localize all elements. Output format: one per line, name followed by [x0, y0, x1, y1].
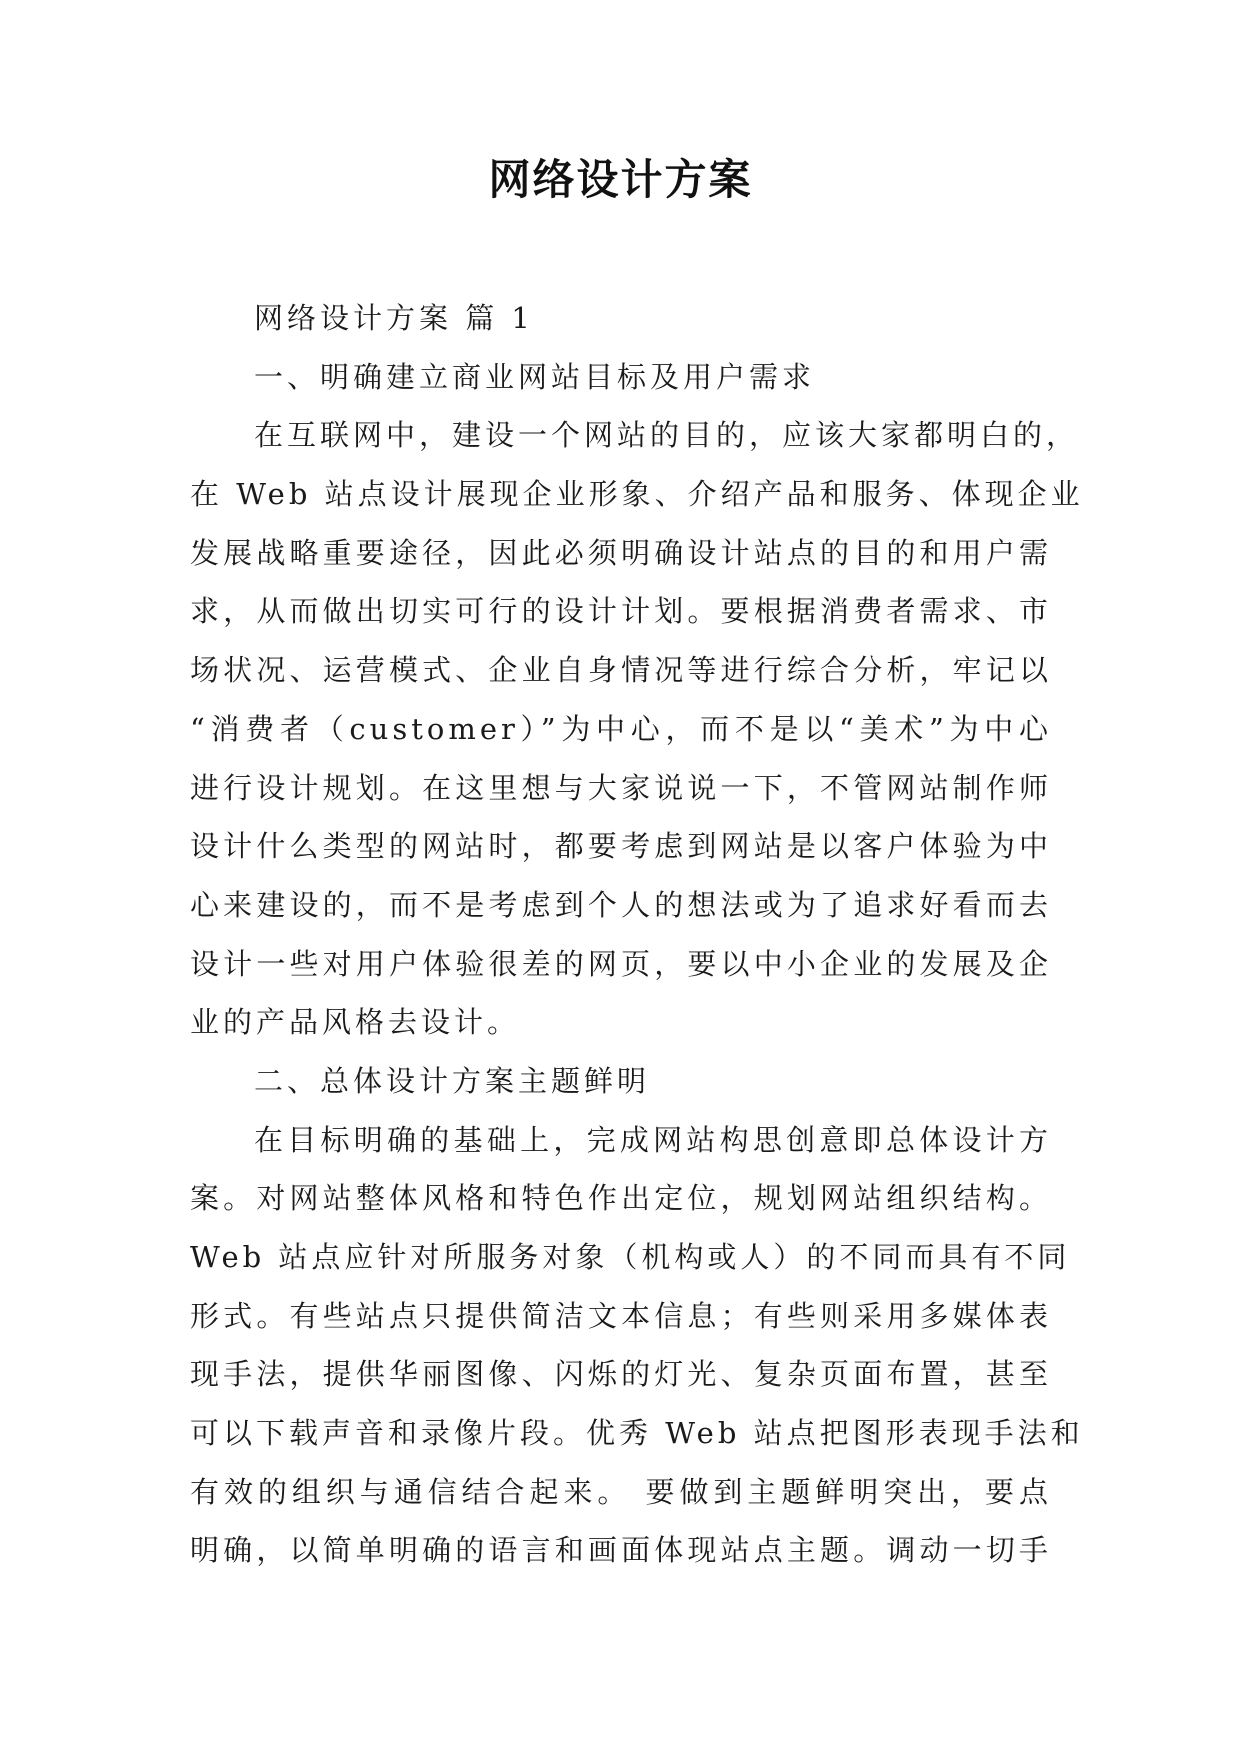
document-title: 网络设计方案: [488, 155, 753, 204]
paragraph-line: 场状况、运营模式、企业自身情况等进行综合分析，牢记以: [190, 653, 1052, 688]
paragraph-line: 可以下载声音和录像片段。优秀 Web 站点把图形表现手法和: [190, 1416, 1084, 1451]
paragraph-line: 在互联网中，建设一个网站的目的，应该大家都明白的，: [254, 418, 1080, 453]
paragraph-line: 现手法，提供华丽图像、闪烁的灯光、复杂页面布置，甚至: [190, 1357, 1052, 1392]
paragraph-line: 案。对网站整体风格和特色作出定位，规划网站组织结构。: [190, 1181, 1052, 1216]
paragraph-line: “消费者（customer）”为中心，而不是以“美术”为中心: [190, 711, 1052, 746]
paragraph-line: Web 站点应针对所服务对象（机构或人）的不同而具有不同: [190, 1240, 1071, 1274]
paragraph-line: 在目标明确的基础上，完成网站构思创意即总体设计方: [254, 1122, 1052, 1157]
paragraph-line: 设计什么类型的网站时，都要考虑到网站是以客户体验为中: [190, 829, 1052, 864]
document-body: [190, 289, 1084, 1580]
paragraph-line: 在 Web 站点设计展现企业形象、介绍产品和服务、体现企业: [190, 477, 1084, 512]
paragraph-line: 设计一些对用户体验很差的网页，要以中小企业的发展及企: [190, 946, 1052, 981]
paragraph-line: 有效的组织与通信结合起来。 要做到主题鲜明突出，要点: [190, 1474, 1052, 1509]
paragraph-line: 进行设计规划。在这里想与大家说说一下，不管网站制作师: [190, 770, 1052, 805]
paragraph-line: 明确，以简单明确的语言和画面体现站点主题。调动一切手: [190, 1533, 1052, 1568]
subsection-heading: 二、总体设计方案主题鲜明: [254, 1063, 651, 1098]
paragraph-line: 形式。有些站点只提供简洁文本信息；有些则采用多媒体表: [190, 1298, 1052, 1333]
section-heading: 网络设计方案 篇 1: [254, 301, 534, 335]
paragraph-line: 业的产品风格去设计。: [190, 1005, 521, 1040]
paragraph-line: 求，从而做出切实可行的设计计划。要根据消费者需求、市: [190, 594, 1052, 629]
subsection-heading: 一、明确建立商业网站目标及用户需求: [254, 359, 816, 394]
paragraph-line: 心来建设的，而不是考虑到个人的想法或为了追求好看而去: [190, 887, 1052, 922]
paragraph-line: 发展战略重要途径，因此必须明确设计站点的目的和用户需: [190, 535, 1052, 570]
